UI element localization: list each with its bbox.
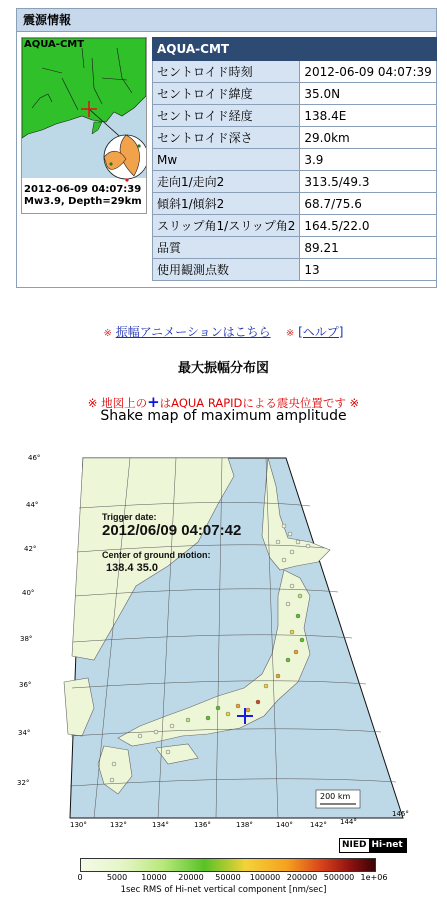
color-scale-caption: 1sec RMS of Hi-net vertical component [nm/sec]	[120, 885, 327, 895]
row-key: セントロイド深さ	[153, 127, 300, 149]
notice-suffix: はAQUA RAPIDによる震央位置です ※	[159, 396, 360, 410]
table-row	[153, 61, 437, 83]
lon-label: 144°	[340, 818, 357, 826]
row-value: 35.0N	[300, 83, 436, 105]
table-row	[153, 259, 437, 281]
row-value: 29.0km	[300, 127, 436, 149]
row-key: 品質	[153, 237, 300, 259]
table-row	[153, 149, 437, 171]
row-key: 使用観測点数	[153, 259, 300, 281]
source-info-panel	[16, 8, 437, 288]
row-key: Mw	[153, 149, 300, 171]
mini-map-caption-magnitude: Mw3.9, Depth=29km	[24, 196, 142, 207]
tick-label: 500000	[323, 873, 355, 882]
links-row	[0, 323, 447, 340]
tick-label: 10000	[141, 873, 167, 882]
table-row	[153, 237, 437, 259]
lat-label: 44°	[26, 501, 39, 509]
center-label: Center of ground motion:	[102, 550, 211, 560]
help-link[interactable]: [ヘルプ]	[298, 325, 344, 339]
logo-hinet: Hi-net	[369, 839, 406, 852]
lon-label: 134°	[152, 821, 169, 829]
tick-label: 0	[77, 873, 83, 882]
amplitude-animation-link[interactable]: 振幅アニメーションはこちら	[115, 325, 271, 339]
row-value: 313.5/49.3	[300, 171, 436, 193]
mechanism-mini-map	[21, 37, 147, 214]
trigger-label: Trigger date:	[102, 512, 157, 522]
row-key: スリップ角1/スリップ角2	[153, 215, 300, 237]
row-key: セントロイド経度	[153, 105, 300, 127]
table-row	[153, 215, 437, 237]
mini-map-caption	[24, 184, 142, 208]
tick-label: 1e+06	[360, 873, 388, 882]
table-row	[153, 193, 437, 215]
table-row	[153, 171, 437, 193]
nied-hinet-logo	[339, 838, 407, 853]
lon-label: 140°	[276, 821, 293, 829]
table-row	[153, 105, 437, 127]
lat-label: 46°	[28, 454, 41, 462]
row-value: 164.5/22.0	[300, 215, 436, 237]
row-value: 68.7/75.6	[300, 193, 436, 215]
tick-label: 20000	[178, 873, 204, 882]
cmt-table-header: AQUA-CMT	[153, 38, 437, 61]
row-value: 2012-06-09 04:07:39	[300, 61, 436, 83]
cmt-table	[152, 37, 437, 281]
scale-bar-label: 200 km	[320, 792, 351, 801]
tick-label: 5000	[106, 873, 128, 882]
row-key: 傾斜1/傾斜2	[153, 193, 300, 215]
shake-map-title: Shake map of maximum amplitude	[100, 408, 347, 424]
lon-label: 136°	[194, 821, 211, 829]
lat-label: 42°	[24, 545, 37, 553]
tick-label: 100000	[249, 873, 281, 882]
lon-label: 138°	[236, 821, 253, 829]
lon-label: 132°	[110, 821, 127, 829]
lat-label: 34°	[18, 729, 31, 737]
row-key: セントロイド緯度	[153, 83, 300, 105]
logo-nied: NIED	[342, 840, 367, 850]
mini-map-caption-time: 2012-06-09 04:07:39	[24, 184, 142, 195]
lat-label: 32°	[17, 779, 30, 787]
color-scale-ticks	[0, 873, 447, 885]
link-marker-icon: ※	[103, 328, 112, 339]
plus-icon: +	[147, 393, 160, 411]
row-key: 走向1/走向2	[153, 171, 300, 193]
link-marker-icon: ※	[285, 328, 295, 339]
lon-label: 130°	[70, 821, 87, 829]
row-value: 138.4E	[300, 105, 436, 127]
lat-label: 40°	[22, 589, 35, 597]
lat-label: 38°	[20, 635, 33, 643]
tick-label: 200000	[286, 873, 318, 882]
table-row	[153, 127, 437, 149]
lon-label: 146°	[392, 810, 409, 818]
page-title: 最大振幅分布図	[177, 361, 269, 376]
trigger-value: 2012/06/09 04:07:42	[102, 522, 242, 539]
row-value: 13	[300, 259, 436, 281]
center-value: 138.4 35.0	[106, 562, 158, 574]
shake-map	[17, 446, 418, 836]
row-key: セントロイド時刻	[153, 61, 300, 83]
tick-label: 50000	[215, 873, 241, 882]
shake-map-graphic	[48, 446, 418, 836]
lon-label: 142°	[310, 821, 327, 829]
row-value: 3.9	[300, 149, 436, 171]
color-scale-bar	[80, 858, 376, 872]
row-value: 89.21	[300, 237, 436, 259]
panel-title: 震源情報	[17, 9, 436, 32]
notice-prefix: ※ 地図上の	[87, 396, 148, 410]
table-row	[153, 83, 437, 105]
lat-label: 36°	[19, 681, 32, 689]
mini-map-label: AQUA-CMT	[24, 39, 85, 50]
